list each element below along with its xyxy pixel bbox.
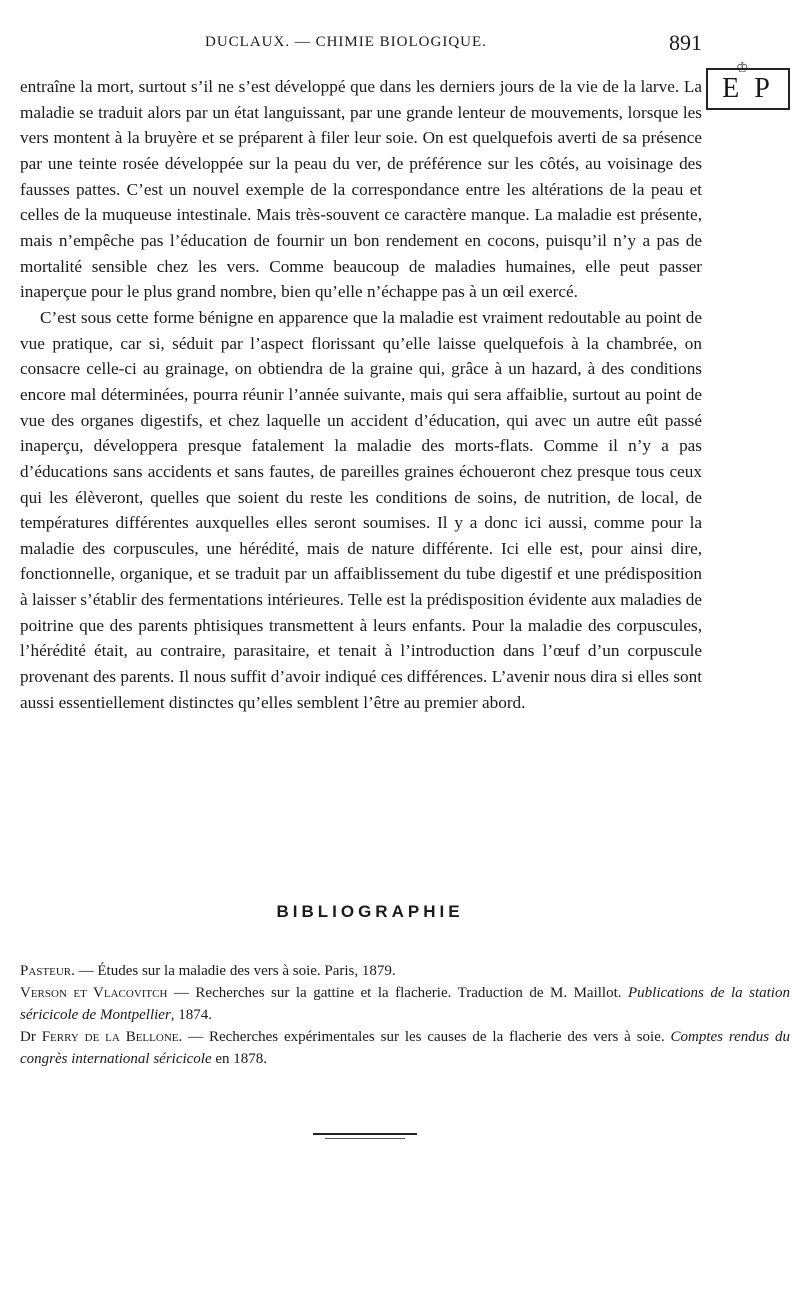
main-text	[20, 74, 702, 715]
page-number: 891	[669, 30, 702, 55]
library-stamp: E P	[706, 68, 790, 110]
paragraph: entraîne la mort, surtout s’il ne s’est développé que dans les derniers jours de la vie de la larve. La maladie se traduit alors par un état languissant, par une grande lenteur de mouvements, lorsque les vers montent à la bruyère et se préparent à filer leur soie. On est quelquefois averti de sa présence par une teinte rosée développée sur la peau du ver, de préférence sur les côtés, au voisinage des fausses pattes. C’est un nouvel exemple de la correspondance entre les altérations de la peau et celles de la muqueuse intestinale. Mais très-souvent ce caractère manque. La maladie est présente, mais n’empêche pas l’éducation de fournir un bon rendement en cocons, puisqu’il n’y a pas de mortalité sensible chez les vers. Comme beaucoup de maladies humaines, elle peut passer inaperçue pour le plus grand nombre, bien qu’elle n’échappe pas à un œil exercé.	[20, 77, 702, 302]
entry-tail: , 1874.	[170, 1007, 213, 1023]
paragraph: C’est sous cette forme bénigne en apparence que la maladie est vraiment redoutable au point de vue pratique, car si, séduit par l’aspect florissant qu’elle laisse quelquefois à la chambrée, on consacre celle-ci au grainage, on obtiendra de la graine qui, grâce à un hazard, à des conditions encore mal déterminées, pourra réunir l’année suivante, mais qui sera affaiblie, surtout au point de vue des organes digestifs, et chez laquelle un accident d’éducation, qui avec un autre eût passé inaperçu, développera presque fatalement la maladie des morts-flats. Comme il n’y a pas d’éducations sans accidents et sans fautes, de pareilles graines échoueront chez presque tous ceux qui les élèveront, quelles que soient du reste les conditions de soins, de nutrition, de local, de températures différentes auxquelles elles seront soumises. Il y a donc ici aussi, comme pour la maladie des corpuscules, une hérédité, mais de nature différente. Ici elle est, pour ainsi dire, fonctionnelle, organique, et se traduit par un affaiblissement du tube digestif et une prédisposition à laisser s’établir des fermentations intérieures. Telle est la prédisposition évidente aux maladies de poitrine que des parents phtisiques transmettent à leurs enfants. Pour la maladie des corpuscules, l’hérédité était, au contraire, parasitaire, et tenait à l’introduction dans l’œuf d’un corpuscule provenant des parents. Il nous suffit d’avoir indiqué ces différences. L’avenir nous dira si elles sont aussi essentiellement distinctes qu’elles semblent l’être au premier abord.	[20, 307, 702, 712]
bibliography-list	[20, 960, 790, 1070]
entry-publication: Comptes rendus du congrès international séricicole	[20, 1029, 791, 1067]
end-rule	[313, 1133, 417, 1135]
end-rule-thin	[325, 1138, 405, 1139]
entry-publication: Publications de la station séricicole de Montpellier	[20, 985, 790, 1023]
entry-author: Ferry de la Bellone.	[41, 1029, 183, 1045]
section-title: BIBLIOGRAPHIE	[276, 902, 464, 921]
entry-tail: en 1878.	[211, 1051, 268, 1067]
bibliography-entry	[20, 960, 790, 982]
crest-icon: ♔	[736, 60, 749, 76]
entry-text: — Études sur la maladie des vers à soie. Paris, 1879.	[74, 963, 396, 979]
entry-prefix: Dr	[20, 1029, 42, 1045]
entry-author: Verson et Vlacovitch	[20, 985, 168, 1001]
entry-author: Pasteur.	[20, 963, 75, 979]
running-title: DUCLAUX. — CHIMIE BIOLOGIQUE.	[205, 34, 487, 50]
bibliography-entry	[20, 1026, 790, 1070]
bibliography-entry	[20, 982, 790, 1026]
entry-text: — Recherches expérimentales sur les causes de la flacherie des vers à soie.	[182, 1029, 671, 1045]
entry-text: — Recherches sur la gattine et la flacherie. Traduction de M. Maillot.	[167, 985, 628, 1001]
